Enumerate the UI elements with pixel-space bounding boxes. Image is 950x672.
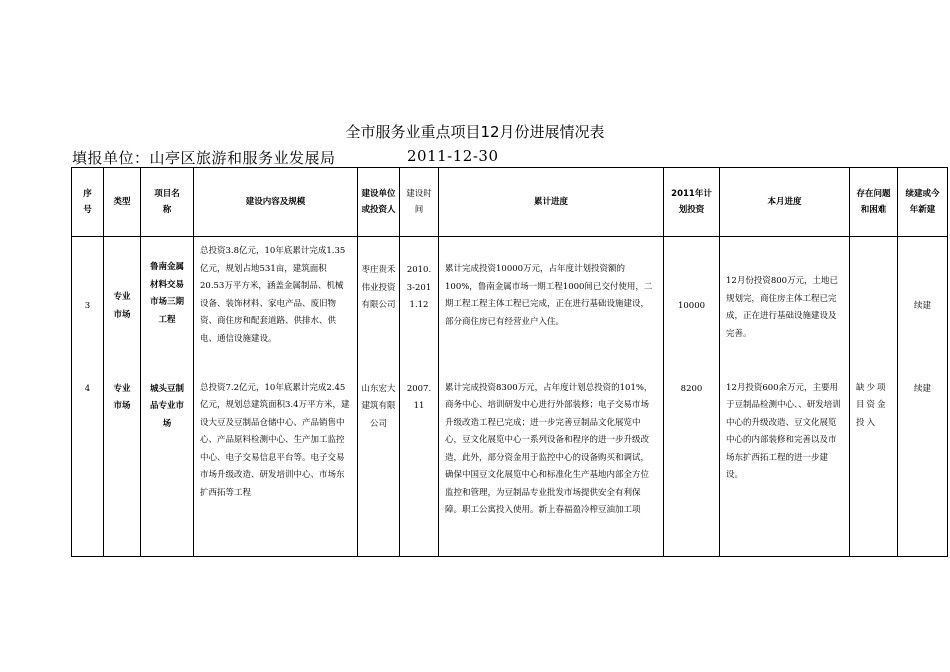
cell-problems: 缺少项目资金投入	[850, 377, 898, 557]
reporting-unit	[72, 147, 499, 168]
cell-type: 专业市场	[104, 237, 141, 377]
header-name: 项目名称	[141, 168, 194, 237]
cell-builder: 山东宏大建筑有限公司	[358, 377, 400, 557]
cell-progress: 累计完成投资10000万元，占年度计划投资额的100%，鲁南金属市场一期工程1000间已交付使用，二期工程工程主体工程已完成，正在进行基础设施建设，部分商住房已有经营业户入住。	[439, 237, 664, 377]
report-date: 2011-12-30	[407, 147, 499, 165]
progress-table	[71, 167, 948, 557]
cell-period: 2010.3-2011.12	[400, 237, 439, 377]
cell-month: 12月投资600余万元，主要用于豆制品检测中心、、研发培训中心的升级改造、豆文化展览中心的内部装修和完善以及市场东扩西拓工程的进一步建设。	[720, 377, 850, 557]
header-no: 序号	[72, 168, 104, 237]
cell-content: 总投资3.8亿元，10年底累计完成1.35亿元，规划占地531亩，建筑面积20.53万平方米，涵盖金属制品、机械设备、装饰材料、家电产品、废旧物资、商住房和配套道路、供排水、供电、通信设施建设。	[194, 237, 358, 377]
reporting-unit-label: 填报单位：山亭区旅游和服务业发展局	[72, 149, 336, 167]
header-builder: 建设单位或投资人	[358, 168, 400, 237]
cell-plan: 10000	[664, 237, 720, 377]
cell-next: 续建	[898, 377, 948, 557]
page-title: 全市服务业重点项目12月份进展情况表	[345, 123, 605, 141]
cell-problems	[850, 237, 898, 377]
header-period: 建设时间	[400, 168, 439, 237]
header-month: 本月进度	[720, 168, 850, 237]
header-plan: 2011年计划投资	[664, 168, 720, 237]
cell-type: 专业市场	[104, 377, 141, 557]
cell-name: 城头豆制品专业市场	[141, 377, 194, 557]
table-row	[72, 237, 948, 377]
cell-month: 12月份投资800万元，土地已规划完，商住房主体工程已完成，正在进行基础设施建设及完善。	[720, 237, 850, 377]
header-problems: 存在问题和困难	[850, 168, 898, 237]
header-progress: 累计进度	[439, 168, 664, 237]
cell-period: 2007.11	[400, 377, 439, 557]
cell-plan: 8200	[664, 377, 720, 557]
cell-progress: 累计完成投资8300万元，占年度计划总投资的101%，商务中心、培训研发中心进行外部装修；电子交易市场升级改造工程已完成；进一步完善豆制品文化展览中心，豆文化展览中心一系列设备和程序的进一步升级改造，此外，部分资金用于监控中心的设备购买和调试，确保中国豆文化展览中心和标准化生产基地内部全方位监控和管理，为豆制品专业批发市场提供安全有利保障。职工公寓投入使用。新上春福盈冷榨豆油加工项	[439, 377, 664, 557]
header-content: 建设内容及规模	[194, 168, 358, 237]
cell-builder: 枣庄贵禾伟业投资有限公司	[358, 237, 400, 377]
cell-content: 总投资7.2亿元，10年底累计完成2.45亿元，规划总建筑面积3.4万平方米，建设大豆及豆制品仓储中心、产品销售中心、产品原料检测中心、生产加工监控中心、电子交易信息平台等。电子交易市场升级改造、研发培训中心、市场东扩西拓等工程	[194, 377, 358, 557]
header-type: 类型	[104, 168, 141, 237]
cell-next: 续建	[898, 237, 948, 377]
cell-no: 4	[72, 377, 104, 557]
cell-no: 3	[72, 237, 104, 377]
header-next: 续建或今年新建	[898, 168, 948, 237]
table-header-row	[72, 168, 948, 237]
cell-name: 鲁南金属材料交易市场三期工程	[141, 237, 194, 377]
table-row	[72, 377, 948, 557]
